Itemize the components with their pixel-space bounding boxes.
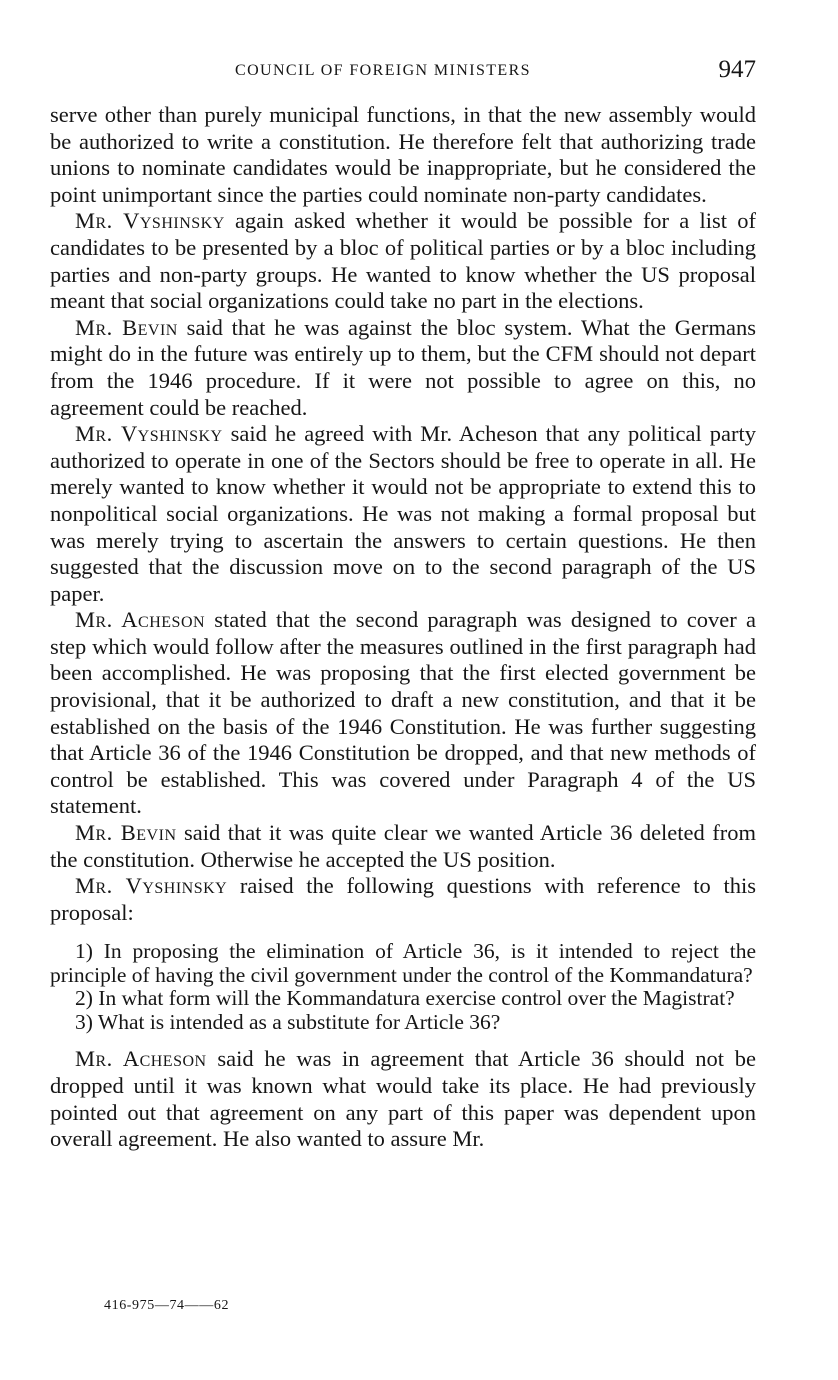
speaker-name: Mr. Acheson [75,607,206,633]
paragraph-text: said that it was quite clear we wanted Article 36 deleted from the constitution. Otherwise he accepted the US position. [50,820,756,872]
speaker-name: Mr. Acheson [75,1046,207,1072]
paragraph-text: again asked whether it would be possible for a list of candidates to be presented by a bloc of political parties or by a bloc including parties and non-party groups. He wanted to know whether the US proposal meant that social organizations could take no part in the elections. [50,208,756,314]
question-item: 3) What is intended as a substitute for Article 36? [75,1009,501,1034]
paragraph-text: stated that the second paragraph was designed to cover a step which would follow after the measures outlined in the first paragraph had been accomplished. He was proposing that the first elected government be provisional, that it be authorized to draft a new constitution, and that it be established on the basis of the 1946 Constitution. He was further suggesting that Article 36 of the 1946 Constitution be dropped, and that new methods of control be established. This was covered under Paragraph 4 of the US statement. [50,607,756,819]
paragraph [50,820,756,873]
speaker-name: Mr. Bevin [75,314,178,340]
running-title: COUNCIL OF FOREIGN MINISTERS [235,62,531,79]
print-code: 416-975—74——62 [104,1298,230,1313]
speaker-name: Mr. Bevin [75,820,177,846]
paragraph-text: serve other than purely municipal functions, in that the new assembly would be authorized to write a constitution. He therefore felt that authorizing trade unions to nominate candidates would be inappropriate, but he considered the point unimportant since the parties could nominate non-party candidates. [50,102,756,207]
question-item: 1) In proposing the elimination of Article 36, is it intended to reject the principle of having the civil government under the control of the Kommandatura? [50,939,756,987]
page-header [50,58,762,90]
paragraph [50,421,756,607]
body-text [50,102,756,1153]
speaker-name: Mr. Vyshinsky [75,208,225,234]
paragraph [50,607,756,820]
paragraph-text: said he was in agreement that Article 36 should not be dropped until it was known what would take its place. He had previously pointed out that agreement on any part of this paper was dependent upon overall agreement. He also wanted to assure Mr. [50,1046,756,1152]
paragraph-text: said he agreed with Mr. Acheson that any political party authorized to operate in one of the Sectors should be free to operate in all. He merely wanted to know whether it would not be appropriate to extend this to nonpolitical social organizations. He was not making a formal proposal but was merely trying to ascertain the answers to certain questions. He then suggested that the discussion move on to the second paragraph of the US paper. [50,421,756,606]
speaker-name: Mr. Vyshinsky [75,421,223,447]
paragraph [50,315,756,421]
paragraph [50,102,756,208]
question-item: 2) In what form will the Kommandatura exercise control over the Magistrat? [75,986,735,1011]
page-number: 947 [718,56,756,83]
question-list [50,940,756,1034]
speaker-name: Mr. Vyshinsky [75,873,228,899]
paragraph [50,208,756,314]
paragraph [50,1046,756,1152]
paragraph [50,873,756,926]
paragraph-text: said that he was against the bloc system. What the Germans might do in the future was entirely up to them, but the CFM should not depart from the 1946 procedure. If it were not possible to agree on this, no agreement could be reached. [50,314,756,420]
paragraph-text: raised the following questions with reference to this proposal: [50,873,756,925]
